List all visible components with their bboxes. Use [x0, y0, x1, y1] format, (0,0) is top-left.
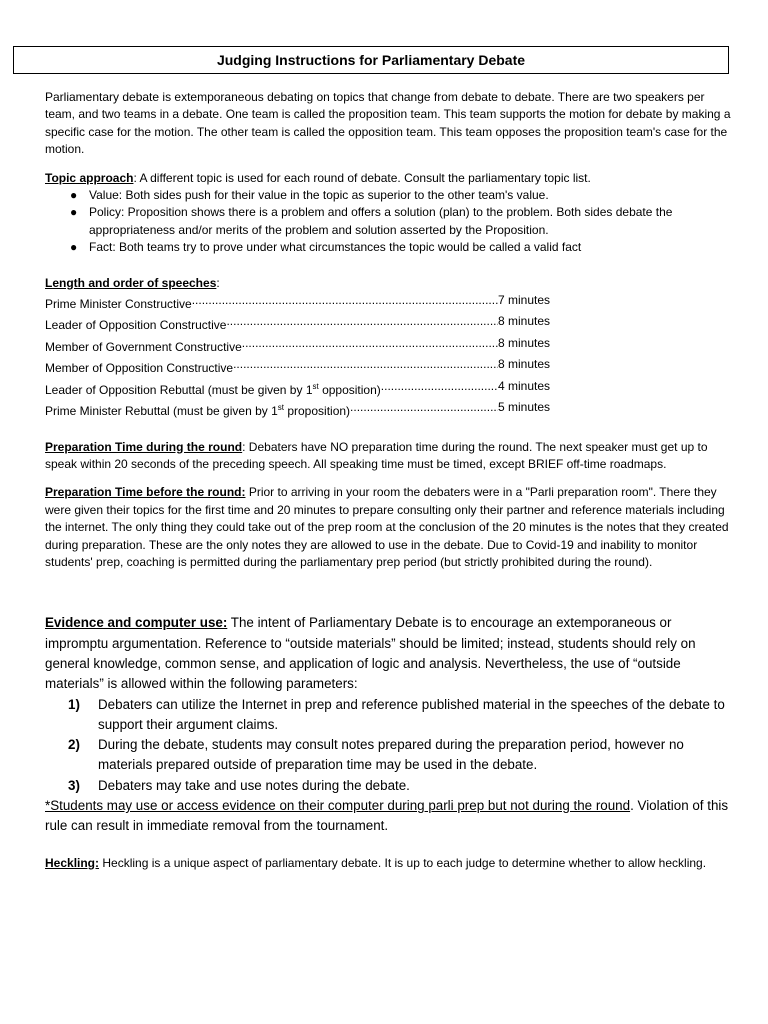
prep-during-heading: Preparation Time during the round: [45, 439, 243, 454]
list-item: ● Policy: Proposition shows there is a problem and offers a solution (plan) to the problem. Both sides debate the appropriateness and/or merits of the problem and solution asserted by the Proposition.: [70, 205, 673, 237]
speech-row: Prime Minister Constructive ..... 7 minutes: [45, 292, 550, 313]
evidence-heading: Evidence and computer use:: [45, 615, 228, 631]
speech-row: Leader of Opposition Constructive ..... 8 minutes: [45, 313, 550, 334]
evidence-list: [45, 695, 735, 796]
prep-before-heading: Preparation Time before the round:: [45, 485, 246, 500]
heckling-paragraph: Heckling: Heckling is a unique aspect of parliamentary debate. It is up to each judge to determine whether to allow heckling.: [45, 855, 707, 870]
list-item: 1) Debaters can utilize the Internet in prep and reference published material in the speeches of the debate to support their argument claims.: [68, 696, 725, 732]
evidence-section: [45, 613, 735, 836]
page-title: Judging Instructions for Parliamentary Debate: [216, 52, 526, 68]
evidence-paragraph: Evidence and computer use: The intent of Parliamentary Debate is to encourage an extemporaneous or impromptu argumentation. Reference to “outside materials” should be limited; instead, students should rely on general knowledge, common sense, and application of logic and analysis. Nevertheless, the use of “outside materials” is allowed within the following parameters:: [45, 615, 696, 692]
topic-approach-heading: Topic approach: [45, 170, 134, 185]
document-body: [45, 89, 735, 872]
speech-row: Member of Government Constructive ..... 8 minutes: [45, 335, 550, 356]
speech-row: Member of Opposition Constructive ..... 8 minutes: [45, 356, 550, 377]
speeches-heading: Length and order of speeches: [45, 275, 217, 290]
list-item: ● Fact: Both teams try to prove under what circumstances the topic would be called a valid fact: [72, 239, 735, 256]
speech-row: Leader of Opposition Rebuttal (must be given by 1st opposition) ..... 4 minutes: [45, 378, 550, 399]
bullet-icon: ●: [70, 188, 78, 203]
list-item: 2) During the debate, students may consult notes prepared during the preparation period, however no materials prepared outside of preparation time may be used in the debate.: [68, 737, 684, 773]
topic-approach-paragraph: [45, 170, 735, 187]
list-item: 3) Debaters may take and use notes during the debate.: [68, 777, 410, 793]
evidence-note: *Students may use or access evidence on their computer during parli prep but not during the round. Violation of this rule can result in immediate removal from the tournament.: [45, 798, 729, 834]
topic-approach-text: : A different topic is used for each round of debate. Consult the parliamentary topic list.: [133, 170, 591, 185]
title-box: [13, 46, 729, 74]
prep-during-paragraph: Preparation Time during the round: Debaters have NO preparation time during the round. The next speaker must get up to speak within 20 seconds of the preceding speech. All speaking time must be timed, except BRIEF off-time roadmaps.: [45, 439, 708, 471]
speeches-heading-line: Length and order of speeches:: [45, 275, 220, 290]
prep-before-paragraph: Preparation Time before the round: Prior to arriving in your room the debaters were in a "Parli preparation room". There they were given their topics for the first time and 20 minutes to prepare consulting only their partner and reference materials including the internet. The only thing they could take out of the prep room at the conclusion of the 20 minutes is the notes that they created during preparation. These are the only notes they are allowed to use in the debate. Due to Covid-19 and inability to monitor students' prep, coaching is permitted during the parliamentary prep period (but strictly prohibited during the round).: [45, 485, 729, 569]
bullet-icon: ●: [70, 240, 78, 255]
speech-row: Prime Minister Rebuttal (must be given by 1st proposition) ..... 5 minutes: [45, 399, 550, 420]
bullet-icon: ●: [70, 205, 78, 220]
topic-approach-list: [45, 187, 735, 257]
intro-paragraph: Parliamentary debate is extemporaneous debating on topics that change from debate to debate. There are two speakers per team, and two teams in a debate. One team is called the proposition team. This team supports the motion for debate by making a specific case for the motion. The other team is called the opposition team. This team opposes the proposition team's case for the motion.: [45, 90, 731, 157]
list-item: ● Value: Both sides push for their value in the topic as superior to the other team's value.: [72, 187, 735, 204]
speech-list: [45, 292, 735, 420]
heckling-heading: Heckling:: [45, 855, 100, 870]
